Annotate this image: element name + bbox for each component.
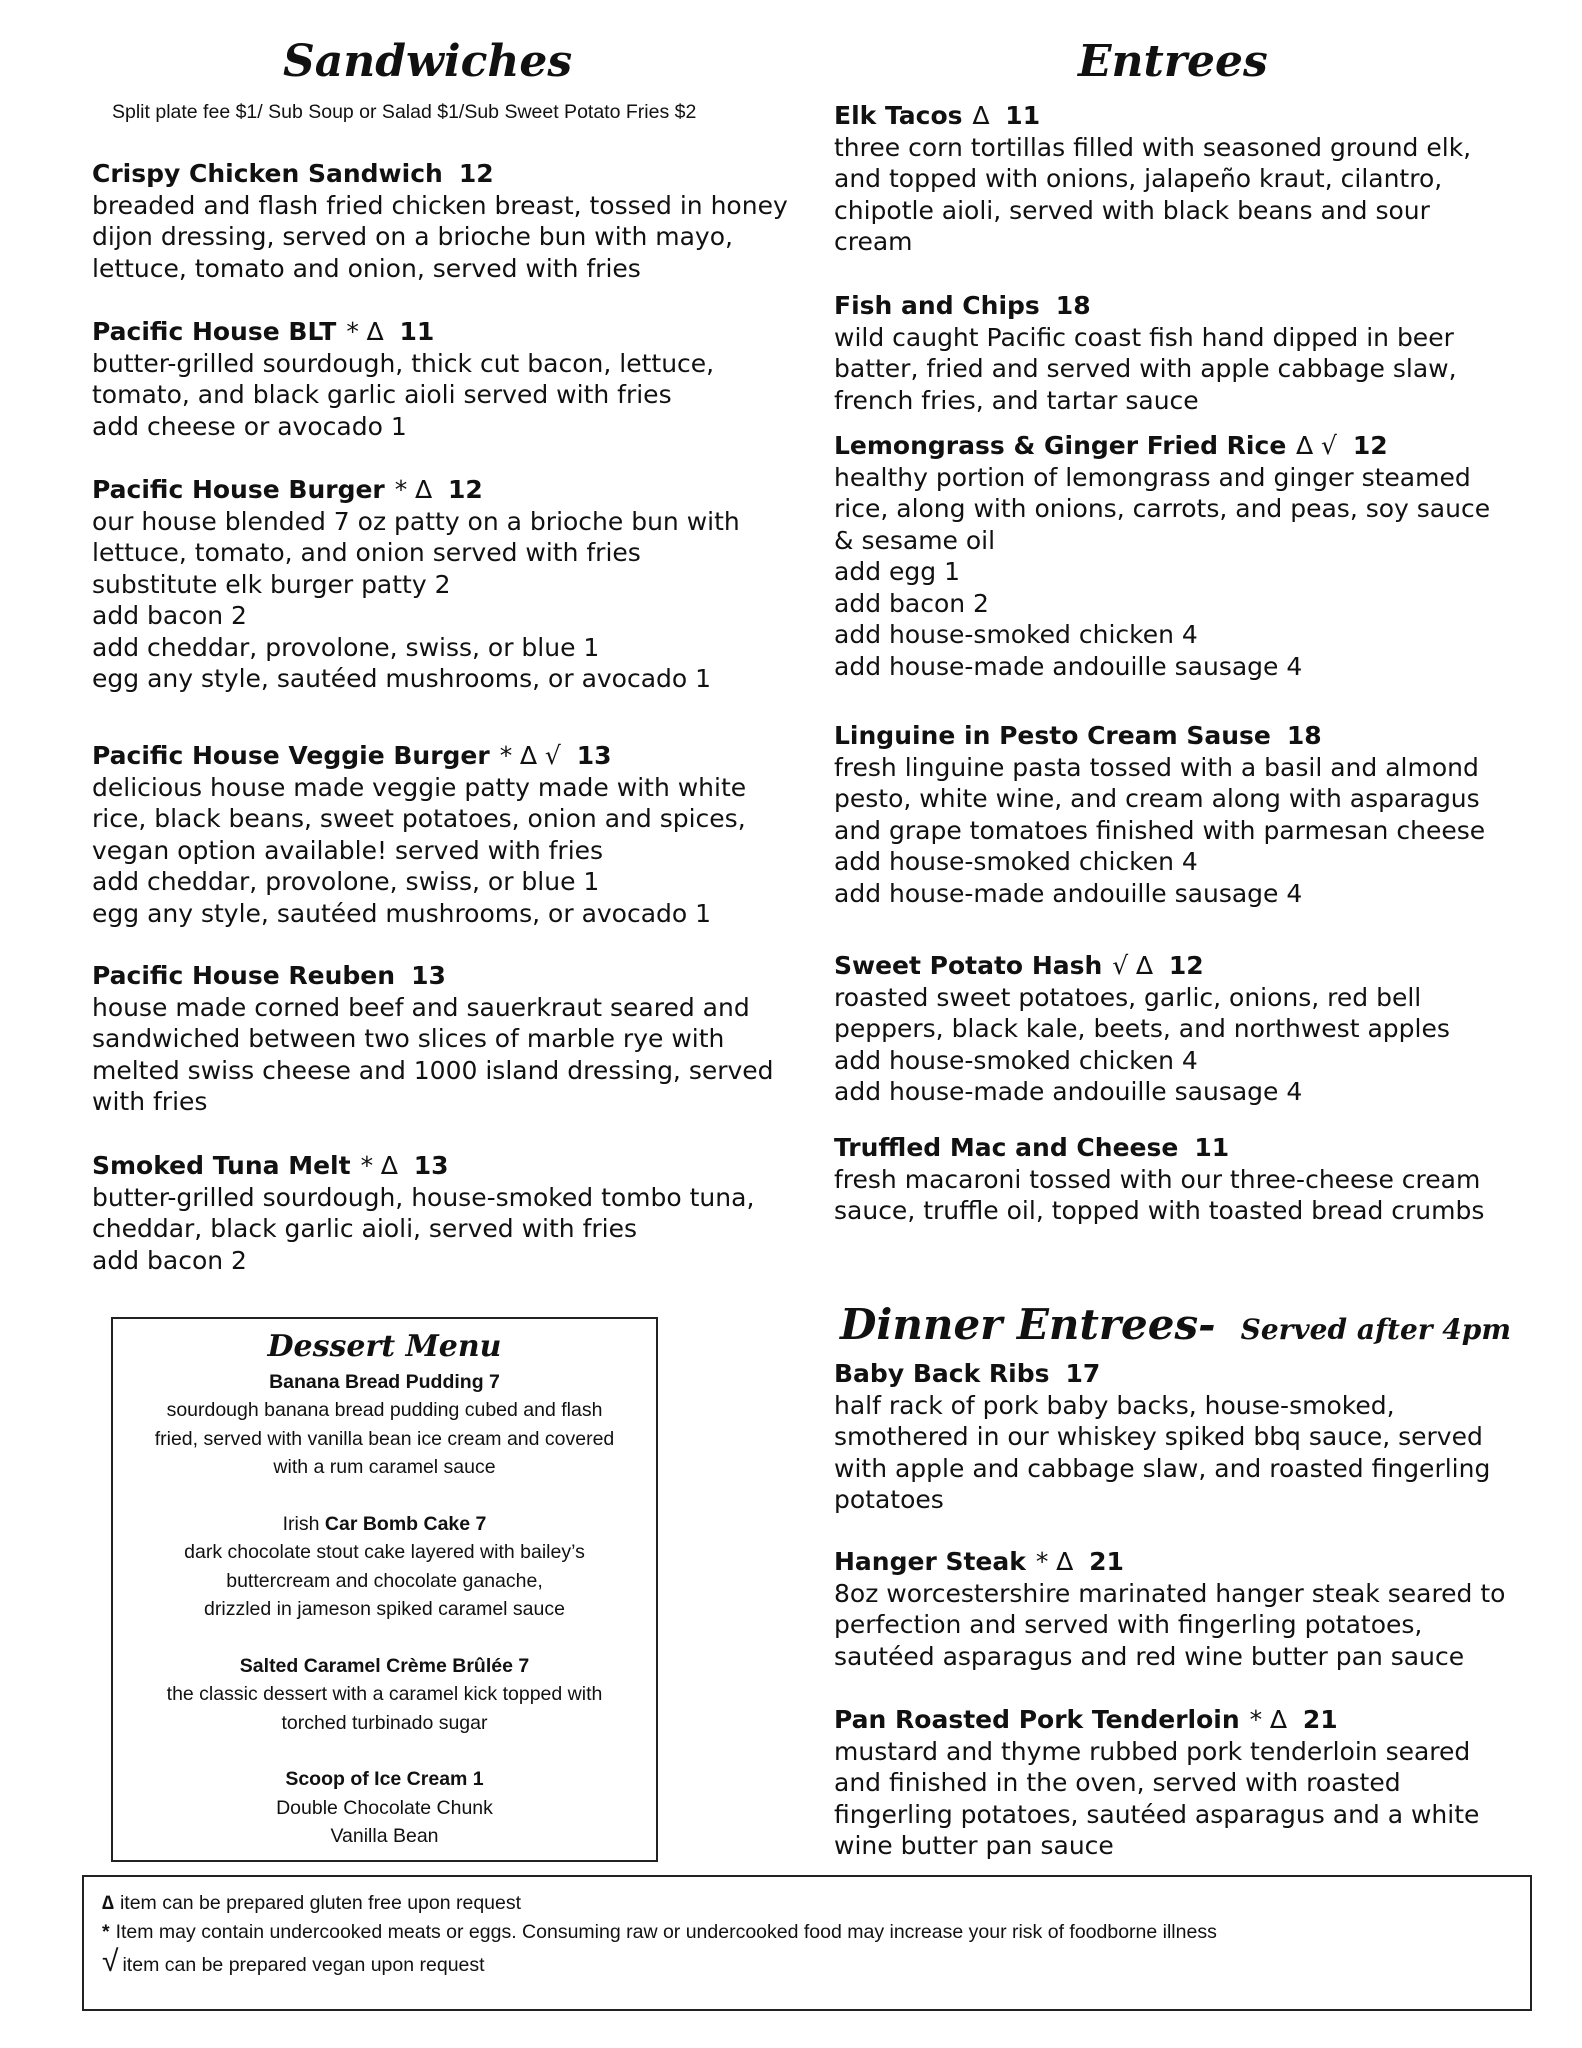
item-price: 21 — [1089, 1547, 1124, 1576]
dessert-item — [113, 1510, 656, 1624]
item-name: Baby Back Ribs — [834, 1359, 1050, 1388]
item-description: mustard and thyme rubbed pork tenderloin seared and finished in the oven, served with roasted fingerling potatoes, sautéed asparagus and a white wine butter pan sauce — [834, 1736, 1480, 1860]
item-description: fresh linguine pasta tossed with a basil and almond pesto, white wine, and cream along with asparagus and grape tomatoes finished with parmesan cheese — [834, 752, 1486, 845]
dessert-name: Car Bomb Cake 7 — [324, 1512, 487, 1535]
legend-gluten-free — [102, 1889, 1512, 1918]
item-description: healthy portion of lemongrass and ginger steamed rice, along with onions, carrots, and peas, soy sauce & sesame oil — [834, 462, 1491, 555]
dinner-menu-item — [834, 1358, 1514, 1516]
item-description: 8oz worcestershire marinated hanger steak seared to perfection and served with fingerling potatoes, sautéed asparagus and red wine butter pan sauce — [834, 1578, 1506, 1671]
dessert-description-line: sourdough banana bread pudding cubed and flash — [166, 1399, 603, 1421]
item-addon: add house-smoked chicken 4 — [834, 620, 1198, 649]
legend-undercooked-text: Item may contain undercooked meats or eggs. Consuming raw or undercooked food may increase your risk of foodborne illness — [115, 1921, 1217, 1943]
item-addon: add house-smoked chicken 4 — [834, 1045, 1198, 1075]
dinner-heading-row — [840, 1300, 1511, 1349]
dessert-prefix: Irish — [282, 1512, 325, 1535]
item-price: 17 — [1065, 1359, 1101, 1388]
dessert-description-line: with a rum caramel sauce — [273, 1456, 496, 1478]
dessert-description-line: the classic dessert with a caramel kick topped with — [166, 1683, 603, 1705]
item-name: Truffled Mac and Cheese — [834, 1133, 1179, 1162]
item-description: delicious house made veggie patty made with white rice, black beans, sweet potatoes, onion and spices, vegan option available! served with fries — [92, 772, 747, 865]
sandwiches-menu-item — [92, 158, 792, 284]
item-dietary-marks: √ ∆ — [1112, 951, 1153, 980]
item-description: breaded and flash fried chicken breast, tossed in honey dijon dressing, served on a brioche bun with mayo, lettuce, tomato and onion, served with fries — [92, 190, 788, 283]
item-description: house made corned beef and sauerkraut seared and sandwiched between two slices of marble rye with melted swiss cheese and 1000 island dressing, served with fries — [92, 992, 774, 1116]
item-name: Linguine in Pesto Cream Sause — [834, 721, 1271, 750]
item-dietary-marks: ∆ √ — [1296, 431, 1337, 460]
item-price: 13 — [576, 741, 612, 770]
item-price: 11 — [399, 317, 435, 346]
item-price: 18 — [1055, 291, 1091, 320]
item-addon: add bacon 2 — [834, 588, 989, 618]
item-addon: add house-made andouille sausage 4 — [834, 651, 1303, 681]
dinner-menu-item — [834, 1704, 1514, 1862]
dessert-heading: Dessert Menu — [267, 1329, 502, 1364]
item-addon: add cheddar, provolone, swiss, or blue 1 — [92, 867, 600, 896]
item-name: Pacific House Reuben — [92, 961, 396, 990]
legend-vegan-text: item can be prepared vegan upon request — [122, 1954, 485, 1976]
dinner-menu-item — [834, 1546, 1514, 1672]
item-name: Fish and Chips — [834, 291, 1040, 320]
item-name: Pacific House Veggie Burger — [92, 741, 490, 770]
entrees-menu-item — [834, 100, 1514, 258]
legend-gluten-text: item can be prepared gluten free upon request — [119, 1892, 522, 1914]
item-price: 11 — [1005, 101, 1041, 130]
dessert-list — [113, 1368, 656, 1851]
dessert-description-line: dark chocolate stout cake layered with bailey’s — [184, 1541, 585, 1563]
item-name: Pacific House BLT — [92, 317, 337, 346]
dessert-name: Banana Bread Pudding 7 — [269, 1370, 500, 1393]
item-dietary-marks: * ∆ — [1249, 1705, 1287, 1734]
sandwiches-heading: Sandwiches — [283, 36, 573, 87]
item-price: 12 — [447, 475, 483, 504]
dessert-description-line: Double Chocolate Chunk — [276, 1796, 493, 1819]
item-name: Crispy Chicken Sandwich — [92, 159, 443, 188]
entrees-heading: Entrees — [1078, 36, 1268, 87]
dessert-item — [113, 1368, 656, 1482]
item-name: Hanger Steak — [834, 1547, 1026, 1576]
item-dietary-marks: * ∆ — [346, 317, 384, 346]
item-addon: egg any style, sautéed mushrooms, or avocado 1 — [92, 664, 712, 693]
item-price: 13 — [411, 961, 446, 990]
item-price: 12 — [1352, 431, 1388, 460]
item-description: butter-grilled sourdough, thick cut bacon, lettuce, tomato, and black garlic aioli served with fries — [92, 348, 715, 409]
dessert-description-line: fried, served with vanilla bean ice cream and covered — [154, 1427, 615, 1450]
dessert-item — [113, 1765, 656, 1851]
dessert-name: Salted Caramel Crème Brûlée 7 — [239, 1654, 530, 1677]
item-name: Elk Tacos — [834, 101, 963, 130]
asterisk-icon: * — [102, 1921, 110, 1943]
sandwiches-menu-item — [92, 960, 792, 1118]
delta-icon: ∆ — [102, 1892, 114, 1914]
item-name: Lemongrass & Ginger Fried Rice — [834, 431, 1287, 460]
item-price: 12 — [1168, 951, 1204, 980]
dessert-description-line: drizzled in jameson spiked caramel sauce — [204, 1598, 565, 1620]
entrees-menu-item — [834, 720, 1514, 909]
entrees-menu-item — [834, 290, 1514, 416]
dinner-subheading: Served after 4pm — [1240, 1313, 1511, 1346]
dessert-description-line: torched turbinado sugar — [281, 1711, 488, 1734]
entrees-menu-item — [834, 950, 1514, 1108]
item-price: 11 — [1194, 1133, 1230, 1162]
item-price: 12 — [458, 159, 494, 188]
item-price: 18 — [1286, 721, 1322, 750]
item-description: half rack of pork baby backs, house-smoked, smothered in our whiskey spiked bbq sauce, served with apple and cabbage slaw, and roasted fingerling potatoes — [834, 1390, 1491, 1514]
item-addon: add cheese or avocado 1 — [92, 411, 407, 441]
item-name: Sweet Potato Hash — [834, 951, 1103, 980]
item-dietary-marks: * ∆ — [360, 1151, 398, 1180]
item-addon: add bacon 2 — [92, 1245, 247, 1275]
item-dietary-marks: ∆ — [972, 101, 990, 130]
item-addon: add house-made andouille sausage 4 — [834, 878, 1303, 908]
item-description: roasted sweet potatoes, garlic, onions, red bell peppers, black kale, beets, and northwest apples — [834, 982, 1450, 1043]
sandwiches-menu-item — [92, 316, 792, 442]
dessert-menu-box — [111, 1317, 658, 1862]
dinner-heading: Dinner Entrees- — [840, 1300, 1216, 1349]
item-price: 13 — [413, 1151, 449, 1180]
item-description: butter-grilled sourdough, house-smoked tombo tuna, cheddar, black garlic aioli, served with fries — [92, 1182, 755, 1243]
legend-undercooked — [102, 1918, 1512, 1947]
entrees-menu-item — [834, 430, 1514, 682]
item-dietary-marks: * ∆ √ — [499, 741, 561, 770]
item-addon: add house-smoked chicken 4 — [834, 847, 1198, 876]
sandwiches-menu-item — [92, 474, 792, 695]
item-price: 21 — [1302, 1705, 1338, 1734]
sandwiches-menu-item — [92, 740, 792, 929]
item-addon: add house-made andouille sausage 4 — [834, 1077, 1303, 1106]
item-description: wild caught Pacific coast fish hand dipped in beer batter, fried and served with apple cabbage slaw, french fries, and tartar sauce — [834, 322, 1457, 415]
item-dietary-marks: * ∆ — [1035, 1547, 1074, 1576]
item-dietary-marks: * ∆ — [394, 475, 432, 504]
dessert-description-line: buttercream and chocolate ganache, — [226, 1569, 543, 1592]
item-name: Pacific House Burger — [92, 475, 385, 504]
item-description: our house blended 7 oz patty on a brioche bun with lettuce, tomato, and onion served with fries — [92, 506, 740, 567]
dessert-name: Scoop of Ice Cream 1 — [285, 1768, 484, 1790]
item-addon: add egg 1 — [834, 557, 960, 586]
sandwiches-menu-item — [92, 1150, 792, 1276]
item-addon: egg any style, sautéed mushrooms, or avocado 1 — [92, 898, 712, 928]
item-name: Pan Roasted Pork Tenderloin — [834, 1705, 1240, 1734]
item-name: Smoked Tuna Melt — [92, 1151, 351, 1180]
entrees-menu-item — [834, 1132, 1514, 1227]
item-addon: substitute elk burger patty 2 — [92, 569, 451, 599]
sandwich-fee-note: Split plate fee $1/ Sub Soup or Salad $1/Sub Sweet Potato Fries $2 — [112, 101, 697, 123]
legend-box — [82, 1875, 1532, 2011]
item-description: three corn tortillas filled with seasoned ground elk, and topped with onions, jalapeño kraut, cilantro, chipotle aioli, served with black beans and sour cream — [834, 132, 1472, 256]
item-description: fresh macaroni tossed with our three-cheese cream sauce, truffle oil, topped with toasted bread crumbs — [834, 1164, 1485, 1225]
dessert-item — [113, 1652, 656, 1738]
item-addon: add bacon 2 — [92, 601, 247, 630]
dessert-description-line: Vanilla Bean — [330, 1825, 439, 1847]
check-root-icon: √ — [102, 1945, 119, 1978]
item-addon: add cheddar, provolone, swiss, or blue 1 — [92, 632, 600, 662]
legend-vegan — [102, 1947, 1512, 1980]
